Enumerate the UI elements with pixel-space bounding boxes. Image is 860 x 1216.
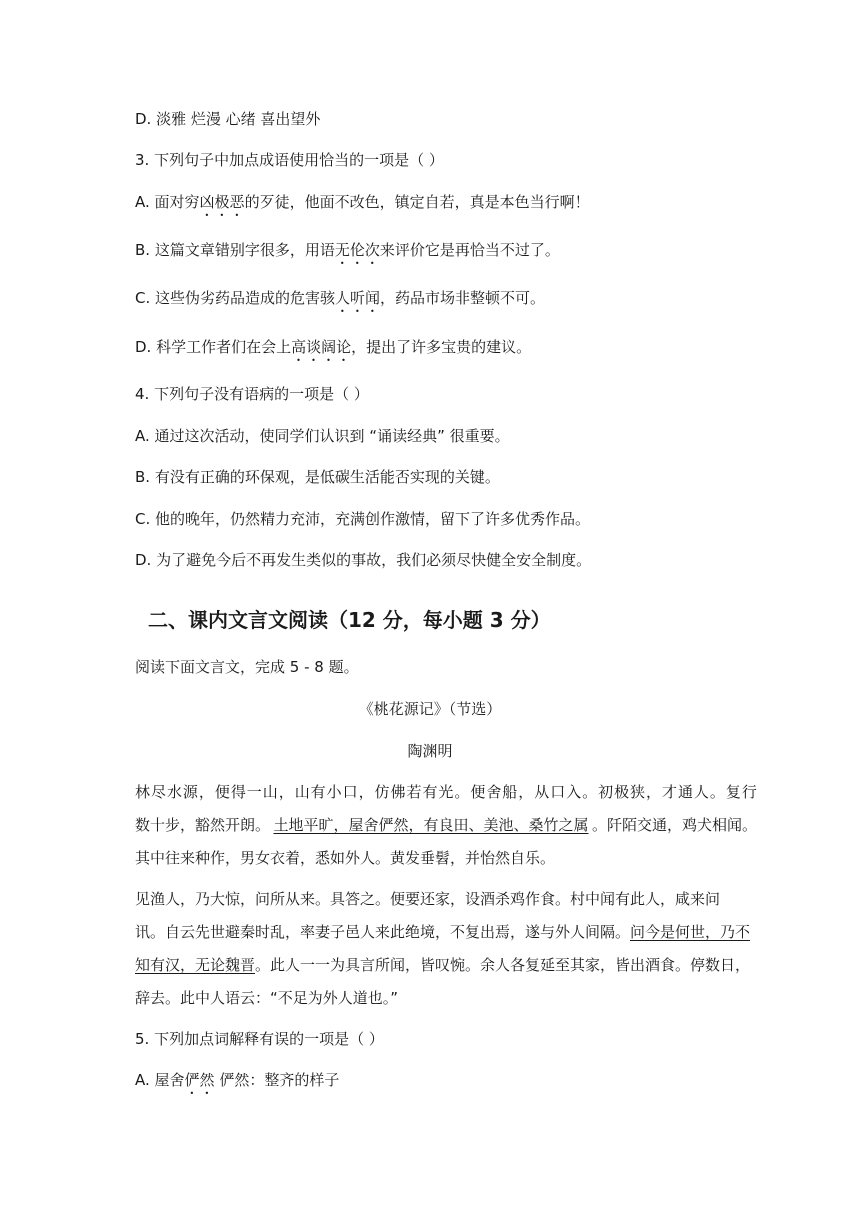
passage-char: 从 (534, 783, 550, 801)
q3-option-d (135, 337, 531, 365)
q3-c-dotted-idiom: 人听闻 (335, 289, 381, 307)
q3-option-b (135, 240, 560, 268)
passage-char: ， (518, 783, 534, 801)
passage-char: 山 (294, 783, 310, 801)
p1-underlined-sentence: 土地平旷，屋舍俨然，有良田、美池、桑竹之属 (273, 816, 589, 834)
p2-line3-post: 。此人一一为具言所闻，皆叹惋。余人各复延至其家，皆出酒食。停数日， (255, 956, 751, 974)
passage-char: ， (646, 783, 662, 801)
q4-option-d: D. 为了避免今后不再发生类似的事故，我们必须尽快健全安全制度。 (135, 551, 592, 569)
q5-a-text-post: 俨然：整齐的样子 (214, 1071, 340, 1089)
passage-p2-line4: 辞去。此中人语云：“不足为外人道也。” (135, 989, 399, 1007)
p1-line2-post: 。阡陌交通，鸡犬相闻。 (591, 816, 757, 834)
q3-c-text-post: ，药品市场非整顿不可。 (380, 289, 546, 307)
q4-option-c: C. 他的晚年，仍然精力充沛，充满创作激情，留下了许多优秀作品。 (135, 510, 591, 528)
q3-d-text-post: ，提出了许多宝贵的建议。 (351, 338, 532, 356)
passage-char: 复 (725, 783, 741, 801)
passage-p1-line2 (135, 815, 757, 835)
passage-char: 佛 (390, 783, 406, 801)
passage-char: 口 (550, 783, 566, 801)
q2-option-d: D. 淡雅 烂漫 心绪 喜出望外 (135, 110, 321, 128)
passage-char: 有 (422, 783, 438, 801)
q3-d-text-pre: D. 科学工作者们在会上 (135, 338, 292, 356)
p2-underlined-sentence-part1: 问今是何世，乃不 (630, 923, 751, 941)
p2-underlined-sentence-part2: 知有汉，无论魏晋 (135, 956, 256, 974)
p2-line2-pre: 讯。自云先世避秦时乱，率妻子邑人来此绝境，不复出焉，遂与外人间隔。 (135, 923, 631, 941)
passage-p1-line1 (135, 782, 757, 802)
passage-p2-line3 (135, 955, 757, 975)
p1-line2-pre: 数十步，豁然开朗。 (135, 816, 271, 834)
passage-char: 便 (214, 783, 230, 801)
passage-char: 。 (709, 783, 725, 801)
passage-char: 若 (406, 783, 422, 801)
q3-a-dotted-idiom: 凶极恶 (199, 193, 245, 211)
passage-p2-line1: 见渔人，乃大惊，问所从来。具答之。便要还家，设酒杀鸡作食。村中闻有此人，咸来问 (135, 890, 721, 908)
passage-title: 《桃花源记》（节选） (358, 700, 502, 718)
passage-char: 小 (326, 783, 342, 801)
passage-char: 才 (661, 783, 677, 801)
q3-c-text-pre: C. 这些伪劣药品造成的危害骇 (135, 289, 336, 307)
passage-char: 尽 (150, 783, 166, 801)
q4-option-b: B. 有没有正确的环保观，是低碳生活能否实现的关键。 (135, 468, 500, 486)
q3-b-dotted-idiom: 无伦次 (334, 241, 380, 259)
passage-char: 光 (438, 783, 454, 801)
passage-char: 通 (677, 783, 693, 801)
passage-p1-line3: 其中往来种作，男女衣着，悉如外人。黄发垂髫，并怡然自乐。 (135, 849, 556, 867)
q4-option-a: A. 通过这次活动，使同学们认识到 “诵读经典” 很重要。 (135, 427, 510, 445)
passage-char: 山 (262, 783, 278, 801)
passage-char: 极 (614, 783, 630, 801)
reading-instruction: 阅读下面文言文，完成 5 - 8 题。 (135, 658, 359, 676)
q3-d-dotted-idiom: 高谈阔论 (291, 338, 352, 356)
passage-char: 源 (182, 783, 198, 801)
passage-char: 得 (230, 783, 246, 801)
q5-option-a (135, 1070, 339, 1098)
q3-stem: 3. 下列句子中加点成语使用恰当的一项是（ ） (135, 151, 444, 169)
passage-char: 口 (342, 783, 358, 801)
q3-option-c (135, 288, 545, 316)
passage-char: 有 (310, 783, 326, 801)
passage-char: 。 (454, 783, 470, 801)
passage-char: 林 (135, 783, 151, 801)
section-heading: 二、课内文言文阅读（12 分，每小题 3 分） (148, 608, 551, 632)
passage-char: 船 (502, 783, 518, 801)
q3-b-text-post: 来评价它是再恰当不过了。 (379, 241, 560, 259)
passage-char: 水 (166, 783, 182, 801)
q3-b-text-pre: B. 这篇文章错别字很多，用语 (135, 241, 335, 259)
passage-char: 舍 (486, 783, 502, 801)
q5-a-dotted-word: 俨然 (184, 1071, 215, 1089)
passage-char: 。 (582, 783, 598, 801)
passage-p2-line2 (135, 922, 757, 942)
passage-char: ， (358, 783, 374, 801)
passage-char: ， (198, 783, 214, 801)
passage-char: 仿 (374, 783, 390, 801)
passage-author: 陶渊明 (407, 742, 453, 760)
passage-char: ， (278, 783, 294, 801)
q5-a-text-pre: A. 屋舍 (135, 1071, 185, 1089)
q3-option-a (135, 192, 590, 220)
passage-char: 初 (598, 783, 614, 801)
passage-char: 便 (470, 783, 486, 801)
q3-a-text-post: 的歹徒，他面不改色，镇定自若，真是本色当行啊！ (244, 193, 590, 211)
passage-char: 狭 (630, 783, 646, 801)
passage-char: 人 (693, 783, 709, 801)
q3-a-text-pre: A. 面对穷 (135, 193, 200, 211)
passage-char: 行 (741, 783, 757, 801)
q5-stem: 5. 下列加点词解释有误的一项是（ ） (135, 1030, 384, 1048)
passage-char: 一 (246, 783, 262, 801)
passage-char: 入 (566, 783, 582, 801)
q4-stem: 4. 下列句子没有语病的一项是（ ） (135, 385, 369, 403)
